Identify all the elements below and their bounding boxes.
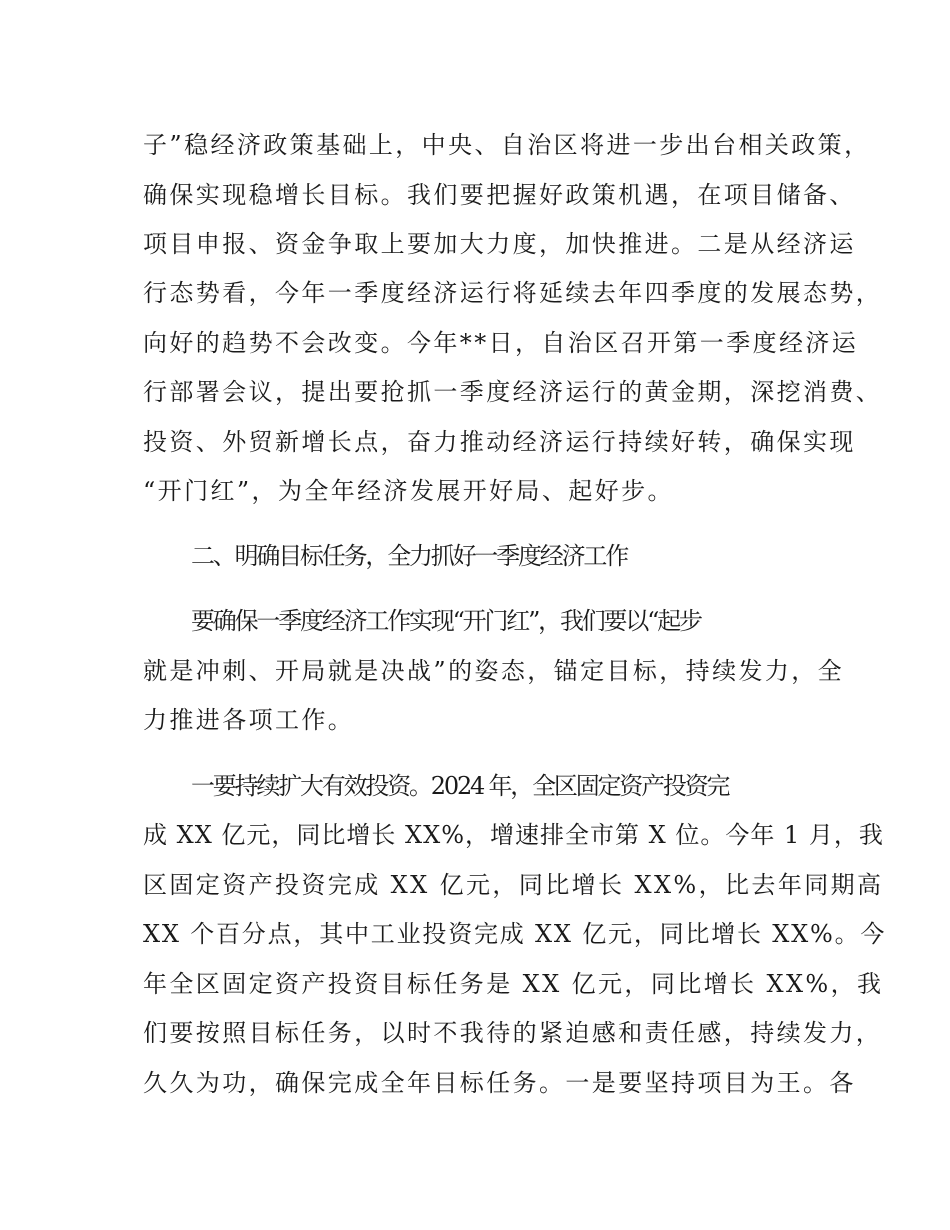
paragraph-line: 成 XX 亿元，同比增长 XX%，增速排全市第 X 位。今年 1 月，我: [143, 821, 884, 849]
paragraph-line: 要确保一季度经济工作实现“开门红”，我们要以“起步: [191, 607, 701, 635]
paragraph-line: 行部署会议，提出要抢抓一季度经济运行的黄金期，深挖消费、: [143, 378, 883, 406]
paragraph-line: 年全区固定资产投资目标任务是 XX 亿元，同比增长 XX%，我: [143, 970, 884, 998]
paragraph-line: 们要按照目标任务，以时不我待的紧迫感和责任感，持续发力，: [143, 1019, 883, 1047]
paragraph-line: 力推进各项工作。: [143, 706, 355, 734]
paragraph-line: 久久为功，确保完成全年目标任务。一是要坚持项目为王。各: [143, 1069, 856, 1097]
paragraph-line: 项目申报、资金争取上要加大力度，加快推进。二是从经济运: [143, 230, 856, 258]
paragraph-line: 投资、外贸新增长点，奋力推动经济运行持续好转，确保实现: [143, 428, 856, 456]
paragraph-line: “开门红”，为全年经济发展开好局、起好步。: [143, 477, 674, 505]
paragraph-line: 向好的趋势不会改变。今年**日，自治区召开第一季度经济运: [143, 329, 859, 357]
section-heading: 二、明确目标任务，全力抓好一季度经济工作: [191, 542, 627, 570]
paragraph-line: 就是冲刺、开局就是决战”的姿态，锚定目标，持续发力，全: [143, 657, 845, 685]
paragraph-line: 区固定资产投资完成 XX 亿元，同比增长 XX%，比去年同期高: [143, 871, 884, 899]
paragraph-line: 确保实现稳增长目标。我们要把握好政策机遇，在项目储备、: [143, 181, 856, 209]
paragraph-line: 子”稳经济政策基础上，中央、自治区将进一步出台相关政策，: [143, 131, 871, 159]
paragraph-line: 一要持续扩大有效投资。2024 年，全区固定资产投资完: [191, 772, 729, 800]
paragraph-line: 行态势看，今年一季度经济运行将延续去年四季度的发展态势，: [143, 279, 883, 307]
paragraph-line: XX 个百分点，其中工业投资完成 XX 亿元，同比增长 XX%。今: [143, 920, 887, 948]
